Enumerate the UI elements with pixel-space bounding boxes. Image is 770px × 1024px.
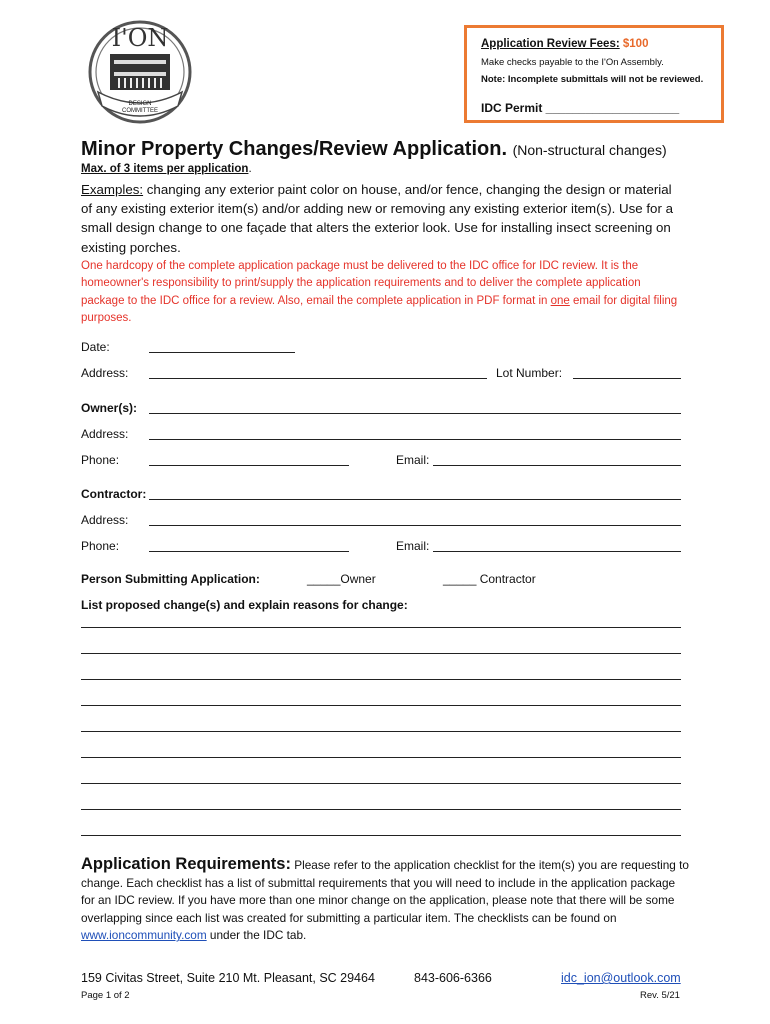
owner-option[interactable]: _____Owner xyxy=(307,572,376,586)
title-sub: (Non-structural changes) xyxy=(512,142,667,158)
date-input[interactable] xyxy=(149,352,295,353)
logo-band-line1: DESIGN xyxy=(128,101,152,107)
logo-text: I'ON xyxy=(111,24,169,52)
contractor-address-input[interactable] xyxy=(149,525,681,526)
requirements-text-end: under the IDC tab. xyxy=(206,928,307,943)
examples-paragraph xyxy=(81,180,686,257)
address-label: Address: xyxy=(81,366,129,380)
change-line[interactable] xyxy=(81,731,681,732)
change-line[interactable] xyxy=(81,809,681,810)
change-line[interactable] xyxy=(81,679,681,680)
max-items-rest: . xyxy=(248,163,252,175)
owner-address-label: Address: xyxy=(81,427,129,441)
checks-payable-note: Make checks payable to the I'On Assembly. xyxy=(481,57,664,68)
fee-label: Application Review Fees: xyxy=(481,38,620,50)
max-items-note xyxy=(81,163,252,175)
owner-email-label: Email: xyxy=(396,453,430,467)
contractor-option[interactable]: _____ Contractor xyxy=(443,572,536,586)
revision: Rev. 5/21 xyxy=(640,990,680,1001)
contractor-address-label: Address: xyxy=(81,513,129,527)
page-number: Page 1 of 2 xyxy=(81,990,130,1001)
notice-part2: email for digital filing purposes. xyxy=(81,294,678,324)
address-input[interactable] xyxy=(149,378,487,379)
change-line[interactable] xyxy=(81,835,681,836)
owner-phone-label: Phone: xyxy=(81,453,120,467)
fee-box xyxy=(464,25,724,123)
idc-permit-field[interactable]: IDC Permit ____________________ xyxy=(481,101,680,115)
owner-address-input[interactable] xyxy=(149,439,681,440)
logo-band-line2: COMMITTEE xyxy=(122,108,158,114)
ion-design-committee-logo xyxy=(84,14,196,126)
max-items-underlined: Max. of 3 items per application xyxy=(81,163,249,175)
owners-label: Owner(s): xyxy=(81,401,138,415)
contractor-phone-input[interactable] xyxy=(149,551,349,552)
change-line[interactable] xyxy=(81,757,681,758)
change-line[interactable] xyxy=(81,653,681,654)
footer-email-link[interactable]: idc_ion@outlook.com xyxy=(561,971,681,985)
footer-phone: 843-606-6366 xyxy=(414,971,492,985)
contractor-email-label: Email: xyxy=(396,539,430,553)
requirements-text: Please refer to the application checklist for the item(s) you are requesting to change. Each checklist has a list of submittal requirements that you will need to include in the application package for an IDC review. If you have more than one minor change on the application, please note that there will be some overlapping since each list was created for submitting a particular item. The checklists can be found on xyxy=(81,858,689,925)
notice-underlined: one xyxy=(550,294,570,307)
change-line[interactable] xyxy=(81,705,681,706)
contractor-input[interactable] xyxy=(149,499,681,500)
change-line[interactable] xyxy=(81,627,681,628)
owners-input[interactable] xyxy=(149,413,681,414)
examples-label: Examples: xyxy=(81,182,144,197)
fee-title xyxy=(481,38,648,50)
delivery-notice xyxy=(81,258,686,327)
application-requirements xyxy=(81,856,691,945)
owner-phone-input[interactable] xyxy=(149,465,349,466)
examples-text: changing any exterior paint color on house, and/or fence, changing the design or material of any existing exterior item(s) and/or adding new or removing any existing exterior item(s). Use for a small design change to one façade that alters the exterior look. Use for installing insect screening on existing porches. xyxy=(81,182,673,255)
date-label: Date: xyxy=(81,340,110,354)
person-submitting-label: Person Submitting Application: xyxy=(81,572,260,586)
incomplete-note: Note: Incomplete submittals will not be reviewed. xyxy=(481,74,704,85)
contractor-phone-label: Phone: xyxy=(81,539,120,553)
requirements-heading: Application Requirements: xyxy=(81,855,291,873)
ioncommunity-link[interactable]: www.ioncommunity.com xyxy=(81,928,207,943)
list-changes-label: List proposed change(s) and explain reasons for change: xyxy=(81,598,408,612)
fee-amount: $100 xyxy=(622,38,649,50)
owner-email-input[interactable] xyxy=(433,465,681,466)
contractor-label: Contractor: xyxy=(81,487,147,501)
page-title xyxy=(81,138,667,161)
title-main: Minor Property Changes/Review Application. xyxy=(81,138,507,160)
notice-part1: One hardcopy of the complete application package must be delivered to the IDC office for IDC review. It is the homeowner's responsibility to print/supply the application requirements and to deliver the complete application package to the IDC office for a review. Also, email the complete application in PDF format in xyxy=(81,260,641,307)
change-line[interactable] xyxy=(81,783,681,784)
lot-number-label: Lot Number: xyxy=(496,366,563,380)
contractor-email-input[interactable] xyxy=(433,551,681,552)
lot-number-input[interactable] xyxy=(573,378,681,379)
footer-address: 159 Civitas Street, Suite 210 Mt. Pleasant, SC 29464 xyxy=(81,971,375,985)
